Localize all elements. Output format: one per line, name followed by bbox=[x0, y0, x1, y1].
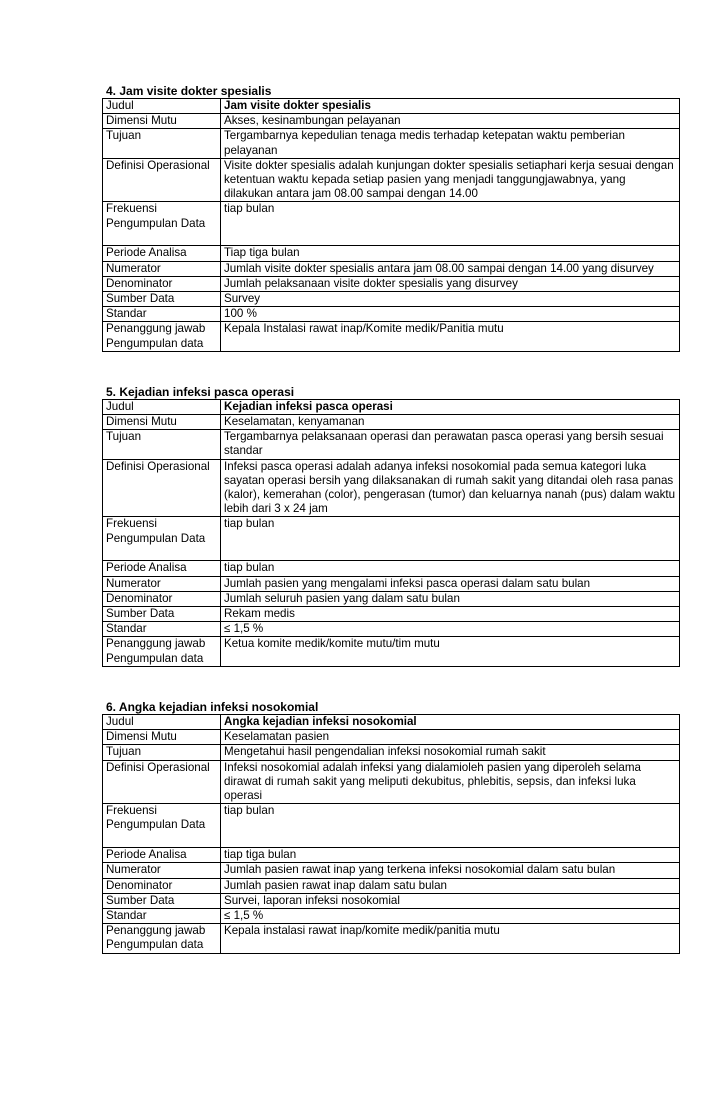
table-row bbox=[103, 114, 680, 129]
table-row bbox=[103, 307, 680, 322]
table-row bbox=[103, 760, 680, 804]
row-label: Sumber Data bbox=[103, 607, 221, 622]
table-row bbox=[103, 730, 680, 745]
row-label: Standar bbox=[103, 908, 221, 923]
row-label: Penanggung jawab Pengumpulan data bbox=[103, 637, 221, 666]
table-row bbox=[103, 848, 680, 863]
row-label: Numerator bbox=[103, 576, 221, 591]
row-value: Kepala Instalasi rawat inap/Komite medik/Panitia mutu bbox=[221, 322, 680, 351]
row-label: Numerator bbox=[103, 863, 221, 878]
table-row bbox=[103, 202, 680, 246]
section-title: 4. Jam visite dokter spesialis bbox=[106, 84, 272, 98]
indicator-section bbox=[102, 385, 680, 667]
table-row bbox=[103, 415, 680, 430]
table-row bbox=[103, 322, 680, 351]
row-value: Keselamatan, kenyamanan bbox=[221, 415, 680, 430]
row-value: ≤ 1,5 % bbox=[221, 908, 680, 923]
row-label: Denominator bbox=[103, 276, 221, 291]
row-value: Akses, kesinambungan pelayanan bbox=[221, 114, 680, 129]
row-value: Angka kejadian infeksi nosokomial bbox=[221, 714, 680, 729]
row-value: Jumlah pasien yang mengalami infeksi pasca operasi dalam satu bulan bbox=[221, 576, 680, 591]
row-label: Periode Analisa bbox=[103, 246, 221, 261]
row-label: Judul bbox=[103, 714, 221, 729]
indicator-table bbox=[102, 399, 680, 667]
row-value: Jumlah visite dokter spesialis antara jam 08.00 sampai dengan 14.00 yang disurvey bbox=[221, 261, 680, 276]
table-row bbox=[103, 622, 680, 637]
indicator-table bbox=[102, 714, 680, 954]
table-row bbox=[103, 158, 680, 202]
table-row bbox=[103, 261, 680, 276]
row-value: Jumlah pasien rawat inap yang terkena infeksi nosokomial dalam satu bulan bbox=[221, 863, 680, 878]
row-value: Ketua komite medik/komite mutu/tim mutu bbox=[221, 637, 680, 666]
row-value: Mengetahui hasil pengendalian infeksi nosokomial rumah sakit bbox=[221, 745, 680, 760]
row-value: tiap bulan bbox=[221, 561, 680, 576]
section-title: 6. Angka kejadian infeksi nosokomial bbox=[106, 699, 319, 714]
indicator-section bbox=[102, 84, 680, 352]
row-value: tiap bulan bbox=[221, 202, 680, 246]
row-value: tiap bulan bbox=[221, 517, 680, 561]
table-row bbox=[103, 246, 680, 261]
document-page bbox=[102, 84, 680, 987]
row-value: Survei, laporan infeksi nosokomial bbox=[221, 893, 680, 908]
table-row bbox=[103, 129, 680, 158]
table-row bbox=[103, 637, 680, 666]
row-value: Jumlah pasien rawat inap dalam satu bulan bbox=[221, 878, 680, 893]
table-row bbox=[103, 745, 680, 760]
row-label: Numerator bbox=[103, 261, 221, 276]
row-value: Tergambarnya kepedulian tenaga medis terhadap ketepatan waktu pemberian pelayanan bbox=[221, 129, 680, 158]
table-row bbox=[103, 576, 680, 591]
table-row bbox=[103, 99, 680, 114]
row-label: Judul bbox=[103, 99, 221, 114]
indicator-section bbox=[102, 700, 680, 954]
section-title: 5. Kejadian infeksi pasca operasi bbox=[106, 384, 295, 399]
table-row bbox=[103, 591, 680, 606]
row-value: Infeksi pasca operasi adalah adanya infeksi nosokomial pada semua kategori luka sayatan operasi bersih yang dilaksanakan di rumah sakit yang ditandai oleh rasa panas (kalor), kemerahan (color), pengerasan (tumor) dan keluarnya nanah (pus) dalam waktu lebih dari 3 x 24 jam bbox=[221, 459, 680, 517]
row-label: Periode Analisa bbox=[103, 561, 221, 576]
row-label: Periode Analisa bbox=[103, 848, 221, 863]
row-label: Standar bbox=[103, 307, 221, 322]
row-label: Dimensi Mutu bbox=[103, 730, 221, 745]
row-value: Survey bbox=[221, 292, 680, 307]
row-label: Sumber Data bbox=[103, 292, 221, 307]
table-row bbox=[103, 459, 680, 517]
table-row bbox=[103, 804, 680, 848]
row-label: Standar bbox=[103, 622, 221, 637]
row-value: Kepala instalasi rawat inap/komite medik/panitia mutu bbox=[221, 924, 680, 953]
row-label: Sumber Data bbox=[103, 893, 221, 908]
row-label: Dimensi Mutu bbox=[103, 415, 221, 430]
row-label: Tujuan bbox=[103, 129, 221, 158]
row-value: Visite dokter spesialis adalah kunjungan dokter spesialis setiaphari kerja sesuai dengan ketentuan waktu kepada setiap pasien yang menjadi tanggungjawabnya, yang dilakukan antara jam 08.00 sampai dengan 14.00 bbox=[221, 158, 680, 202]
row-label: Frekuensi Pengumpulan Data bbox=[103, 517, 221, 561]
table-row bbox=[103, 878, 680, 893]
indicator-table bbox=[102, 98, 680, 352]
row-value: Keselamatan pasien bbox=[221, 730, 680, 745]
row-value: Jumlah seluruh pasien yang dalam satu bulan bbox=[221, 591, 680, 606]
table-row bbox=[103, 893, 680, 908]
row-value: tiap bulan bbox=[221, 804, 680, 848]
row-label: Denominator bbox=[103, 591, 221, 606]
table-row bbox=[103, 924, 680, 953]
table-row bbox=[103, 908, 680, 923]
row-label: Frekuensi Pengumpulan Data bbox=[103, 804, 221, 848]
row-value: Tergambarnya pelaksanaan operasi dan perawatan pasca operasi yang bersih sesuai standar bbox=[221, 430, 680, 459]
table-row bbox=[103, 430, 680, 459]
table-row bbox=[103, 276, 680, 291]
row-value: Jumlah pelaksanaan visite dokter spesialis yang disurvey bbox=[221, 276, 680, 291]
row-value: Infeksi nosokomial adalah infeksi yang dialamioleh pasien yang diperoleh selama dirawat di rumah sakit yang meliputi dekubitus, phlebitis, sepsis, dan infeksi luka operasi bbox=[221, 760, 680, 804]
table-row bbox=[103, 561, 680, 576]
row-value: Tiap tiga bulan bbox=[221, 246, 680, 261]
table-row bbox=[103, 399, 680, 414]
row-value: Kejadian infeksi pasca operasi bbox=[221, 399, 680, 414]
row-value: tiap tiga bulan bbox=[221, 848, 680, 863]
row-value: Jam visite dokter spesialis bbox=[221, 99, 680, 114]
row-label: Tujuan bbox=[103, 745, 221, 760]
row-label: Definisi Operasional bbox=[103, 459, 221, 517]
row-label: Dimensi Mutu bbox=[103, 114, 221, 129]
row-value: Rekam medis bbox=[221, 607, 680, 622]
table-row bbox=[103, 863, 680, 878]
row-value: ≤ 1,5 % bbox=[221, 622, 680, 637]
row-label: Denominator bbox=[103, 878, 221, 893]
table-row bbox=[103, 607, 680, 622]
table-row bbox=[103, 292, 680, 307]
row-label: Tujuan bbox=[103, 430, 221, 459]
table-row bbox=[103, 714, 680, 729]
row-label: Judul bbox=[103, 399, 221, 414]
row-value: 100 % bbox=[221, 307, 680, 322]
row-label: Definisi Operasional bbox=[103, 158, 221, 202]
row-label: Frekuensi Pengumpulan Data bbox=[103, 202, 221, 246]
row-label: Penanggung jawab Pengumpulan data bbox=[103, 322, 221, 351]
row-label: Definisi Operasional bbox=[103, 760, 221, 804]
row-label: Penanggung jawab Pengumpulan data bbox=[103, 924, 221, 953]
table-row bbox=[103, 517, 680, 561]
